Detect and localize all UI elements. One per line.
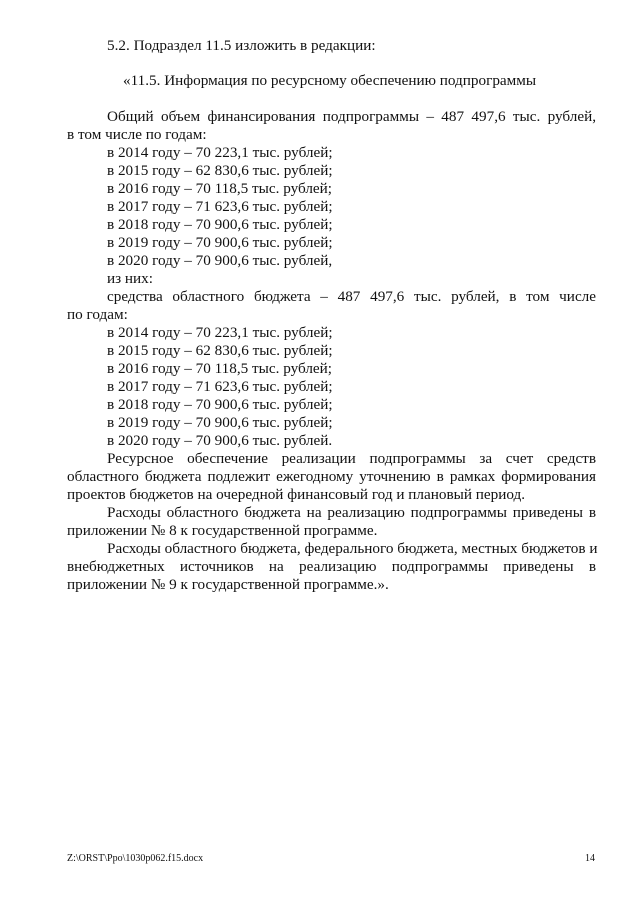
regional-intro-line1: средства областного бюджета – 487 497,6 тыс. рублей, в том числе xyxy=(107,288,596,305)
para-appendix8-line1: Расходы областного бюджета на реализацию подпрограммы приведены в xyxy=(107,504,596,521)
subsection-title: «11.5. Информация по ресурсному обеспечению подпрограммы xyxy=(123,72,537,89)
total-intro-line1: Общий объем финансирования подпрограммы – 487 497,6 тыс. рублей, xyxy=(107,108,596,125)
year-regional-2018: в 2018 году – 70 900,6 тыс. рублей; xyxy=(107,396,333,413)
para-refinement-line3: проектов бюджетов на очередной финансовый год и плановый период. xyxy=(67,486,526,503)
para-appendix9-line2: внебюджетных источников на реализацию подпрограммы приведены в xyxy=(67,558,596,575)
footer-file-path: Z:\ORST\Ppo\1030p062.f15.docx xyxy=(67,853,204,864)
year-total-2016: в 2016 году – 70 118,5 тыс. рублей; xyxy=(107,180,333,197)
para-refinement-line1: Ресурсное обеспечение реализации подпрограммы за счет средств xyxy=(107,450,596,467)
year-regional-2014: в 2014 году – 70 223,1 тыс. рублей; xyxy=(107,324,333,341)
year-regional-2020: в 2020 году – 70 900,6 тыс. рублей. xyxy=(107,432,333,449)
year-total-2017: в 2017 году – 71 623,6 тыс. рублей; xyxy=(107,198,333,215)
year-total-2015: в 2015 году – 62 830,6 тыс. рублей; xyxy=(107,162,333,179)
year-total-2018: в 2018 году – 70 900,6 тыс. рублей; xyxy=(107,216,333,233)
regional-intro-line2: по годам: xyxy=(67,306,128,323)
para-appendix9-line1: Расходы областного бюджета, федерального бюджета, местных бюджетов и xyxy=(107,540,598,557)
of-them-label: из них: xyxy=(107,270,153,287)
year-regional-2015: в 2015 году – 62 830,6 тыс. рублей; xyxy=(107,342,333,359)
year-regional-2017: в 2017 году – 71 623,6 тыс. рублей; xyxy=(107,378,333,395)
year-total-2019: в 2019 году – 70 900,6 тыс. рублей; xyxy=(107,234,333,251)
footer-page-number: 14 xyxy=(585,853,595,864)
year-total-2014: в 2014 году – 70 223,1 тыс. рублей; xyxy=(107,144,333,161)
section-line: 5.2. Подраздел 11.5 изложить в редакции: xyxy=(107,37,376,54)
total-intro-line2: в том числе по годам: xyxy=(67,126,207,143)
para-appendix9-line3: приложении № 9 к государственной программе.». xyxy=(67,576,389,593)
year-total-2020: в 2020 году – 70 900,6 тыс. рублей, xyxy=(107,252,333,269)
para-refinement-line2: областного бюджета подлежит ежегодному уточнению в рамках формирования xyxy=(67,468,596,485)
year-regional-2016: в 2016 году – 70 118,5 тыс. рублей; xyxy=(107,360,333,377)
para-appendix8-line2: приложении № 8 к государственной программе. xyxy=(67,522,378,539)
year-regional-2019: в 2019 году – 70 900,6 тыс. рублей; xyxy=(107,414,333,431)
